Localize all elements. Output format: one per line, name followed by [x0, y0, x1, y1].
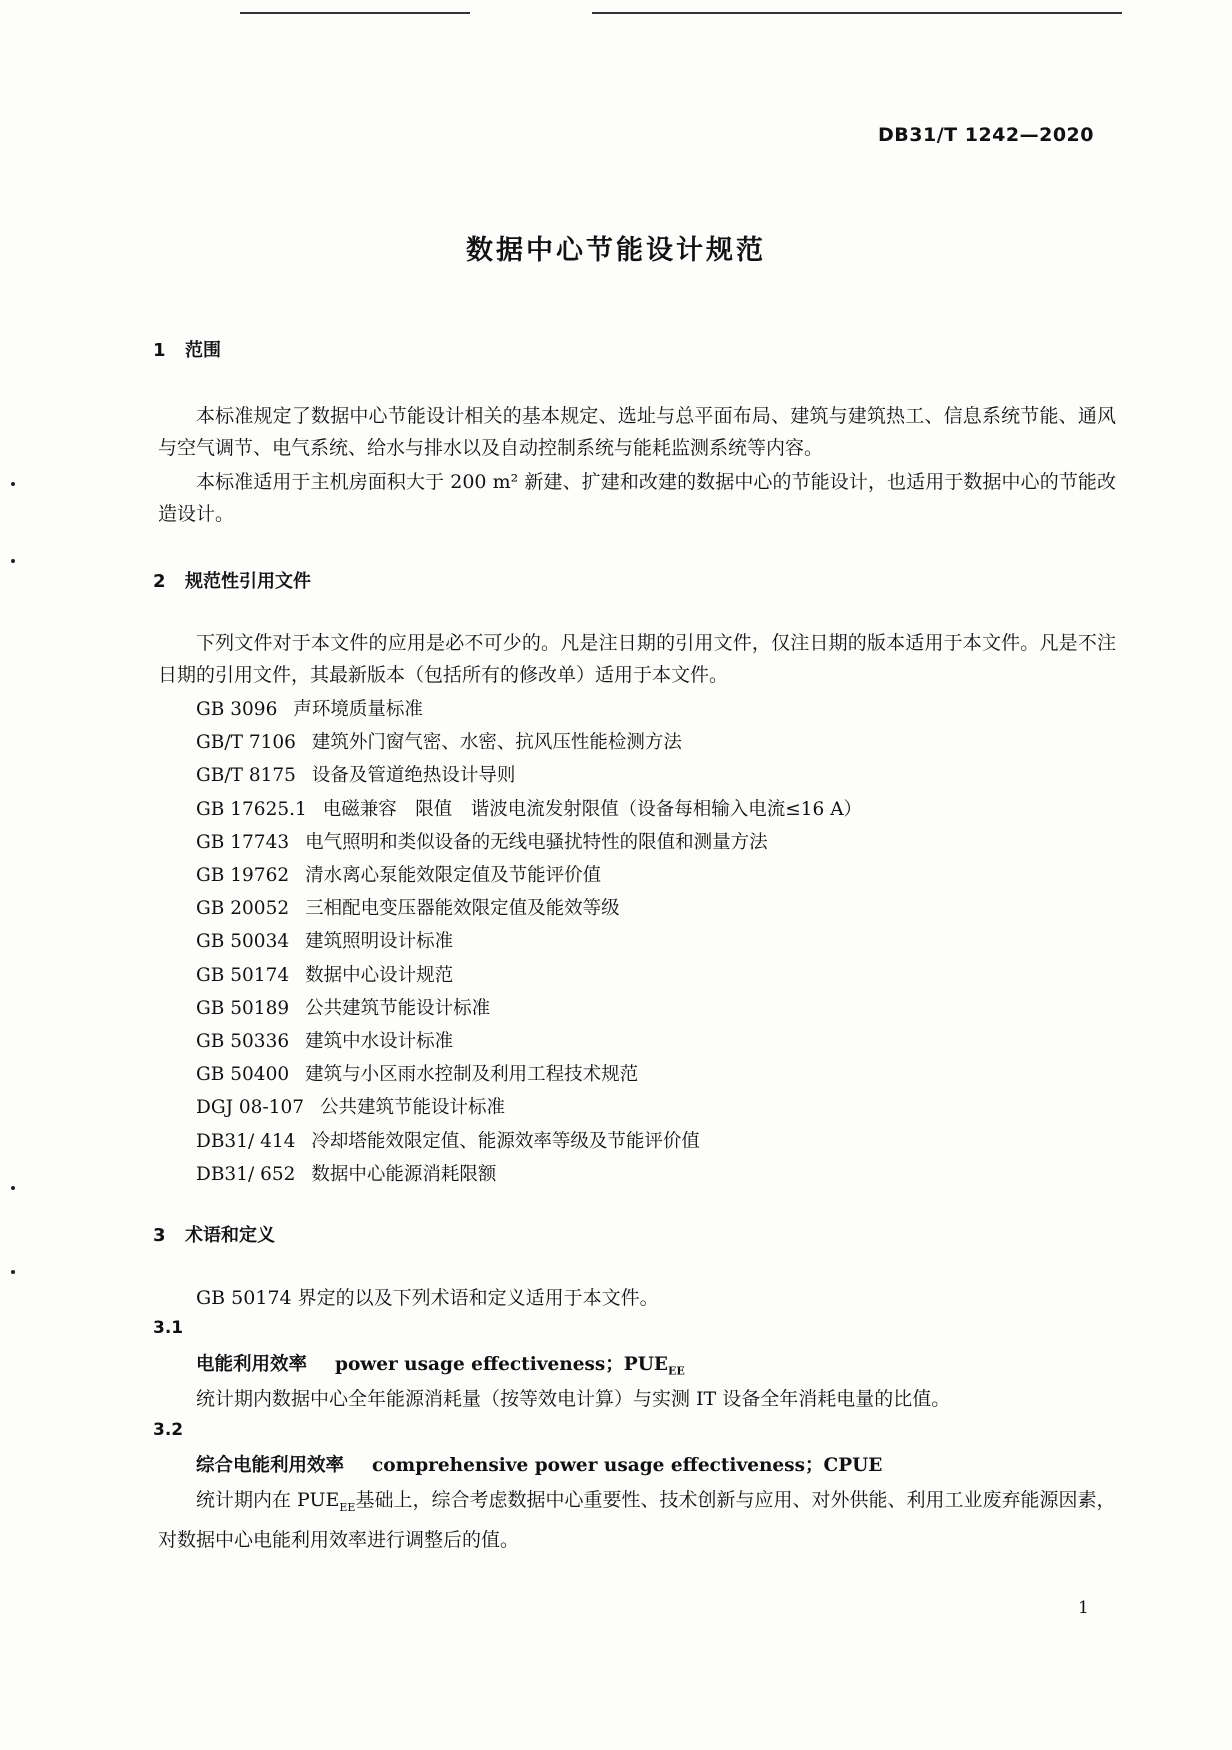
reference-item — [196, 726, 862, 759]
reference-list — [196, 693, 862, 1191]
scope-paragraph-2: 本标准适用于主机房面积大于 200 m² 新建、扩建和改建的数据中心的节能设计，也适用于数据中心的节能改造设计。 — [158, 471, 1116, 525]
term-en: power usage effectiveness；$PUE_{EE}$ — [335, 1354, 685, 1378]
section-heading-terms — [153, 1221, 275, 1247]
document-code: DB31/T 1242—2020 — [878, 124, 1094, 146]
reference-code: GB 50174 — [196, 964, 290, 986]
reference-code: GB 50189 — [196, 997, 290, 1019]
reference-item — [196, 1125, 862, 1158]
section-number: 1 — [153, 340, 166, 361]
reference-code: GB/T 8175 — [196, 765, 296, 787]
reference-title: 建筑与小区雨水控制及利用工程技术规范 — [305, 1064, 639, 1086]
section-heading-scope — [153, 336, 221, 362]
reference-code: GB 50400 — [196, 1064, 290, 1086]
reference-item — [196, 826, 862, 859]
section-title: 术语和定义 — [185, 1225, 275, 1246]
reference-code: GB/T 7106 — [196, 732, 296, 754]
section-heading-refs — [153, 567, 311, 593]
reference-title: 三相配电变压器能效限定值及能效等级 — [305, 898, 620, 920]
terms-intro: GB 50174 界定的以及下列术语和定义适用于本文件。 — [196, 1287, 659, 1309]
reference-item — [196, 1058, 862, 1091]
term-entry — [196, 1350, 685, 1378]
reference-title: 声环境质量标准 — [293, 699, 423, 720]
section-title: 规范性引用文件 — [185, 571, 311, 592]
page-number: 1 — [1078, 1598, 1089, 1618]
reference-title: 数据中心能源消耗限额 — [311, 1163, 497, 1185]
top-border-left — [240, 12, 470, 14]
reference-code: GB 17743 — [196, 831, 290, 853]
reference-title: 数据中心设计规范 — [305, 964, 454, 986]
term-entry — [196, 1451, 882, 1477]
reference-item — [196, 859, 862, 892]
term-number: 3.1 — [153, 1318, 184, 1338]
reference-item — [196, 925, 862, 958]
reference-title: 电磁兼容 限值 谐波电流发射限值（设备每相输入电流≤16 A） — [322, 798, 863, 820]
term-zh: 综合电能利用效率 — [196, 1455, 345, 1476]
reference-item — [196, 1025, 862, 1058]
scan-mark — [11, 1186, 15, 1190]
term-definition: 统计期内在 $PUE_{EE}$基础上，综合考虑数据中心重要性、技术创新与应用、对外供能、利用工业废弃能源因素，对数据中心电能利用效率进行调整后的值。 — [158, 1489, 1116, 1551]
scan-mark — [11, 1270, 15, 1274]
reference-title: 建筑中水设计标准 — [305, 1031, 454, 1053]
term-zh: 电能利用效率 — [196, 1354, 308, 1375]
reference-item — [196, 959, 862, 992]
reference-title: 公共建筑节能设计标准 — [305, 997, 491, 1019]
reference-code: GB 50336 — [196, 1031, 290, 1053]
scan-mark — [11, 559, 15, 563]
section-number: 2 — [153, 571, 166, 592]
reference-code: DB31/ 414 — [196, 1130, 296, 1152]
reference-item — [196, 759, 862, 792]
reference-title: 建筑外门窗气密、水密、抗风压性能检测方法 — [311, 732, 682, 754]
term-subscript: EE — [339, 1500, 356, 1514]
reference-code: GB 19762 — [196, 865, 290, 887]
reference-item — [196, 1158, 862, 1191]
reference-code: GB 50034 — [196, 931, 290, 953]
reference-code: DB31/ 652 — [196, 1163, 296, 1185]
term-en: comprehensive power usage effectiveness；CPUE — [372, 1455, 883, 1476]
reference-title: 清水离心泵能效限定值及节能评价值 — [305, 865, 602, 887]
term-definition: 统计期内数据中心全年能源消耗量（按等效电计算）与实测 IT 设备全年消耗电量的比值。 — [196, 1388, 951, 1410]
top-border-right — [592, 12, 1122, 14]
reference-code: GB 17625.1 — [196, 798, 307, 820]
section-title: 范围 — [185, 340, 221, 361]
section-number: 3 — [153, 1225, 166, 1246]
reference-item — [196, 892, 862, 925]
reference-item — [196, 793, 862, 826]
reference-item — [196, 693, 862, 726]
reference-title: 电气照明和类似设备的无线电骚扰特性的限值和测量方法 — [305, 831, 768, 853]
refs-intro: 下列文件对于本文件的应用是必不可少的。凡是注日期的引用文件，仅注日期的版本适用于本文件。凡是不注日期的引用文件，其最新版本（包括所有的修改单）适用于本文件。 — [158, 632, 1116, 686]
term-number: 3.2 — [153, 1420, 184, 1440]
reference-title: 冷却塔能效限定值、能源效率等级及节能评价值 — [311, 1130, 700, 1152]
reference-title: 设备及管道绝热设计导则 — [311, 765, 516, 787]
term-subscript: EE — [667, 1364, 685, 1378]
document-title: 数据中心节能设计规范 — [466, 235, 766, 266]
reference-code: GB 20052 — [196, 898, 290, 920]
reference-title: 建筑照明设计标准 — [305, 931, 454, 953]
reference-code: GB 3096 — [196, 699, 278, 720]
scan-mark — [11, 482, 15, 486]
reference-title: 公共建筑节能设计标准 — [320, 1097, 506, 1119]
reference-item — [196, 1091, 862, 1124]
reference-code: DGJ 08-107 — [196, 1097, 305, 1119]
scope-paragraph-1: 本标准规定了数据中心节能设计相关的基本规定、选址与总平面布局、建筑与建筑热工、信息系统节能、通风与空气调节、电气系统、给水与排水以及自动控制系统与能耗监测系统等内容。 — [158, 405, 1116, 459]
reference-item — [196, 992, 862, 1025]
